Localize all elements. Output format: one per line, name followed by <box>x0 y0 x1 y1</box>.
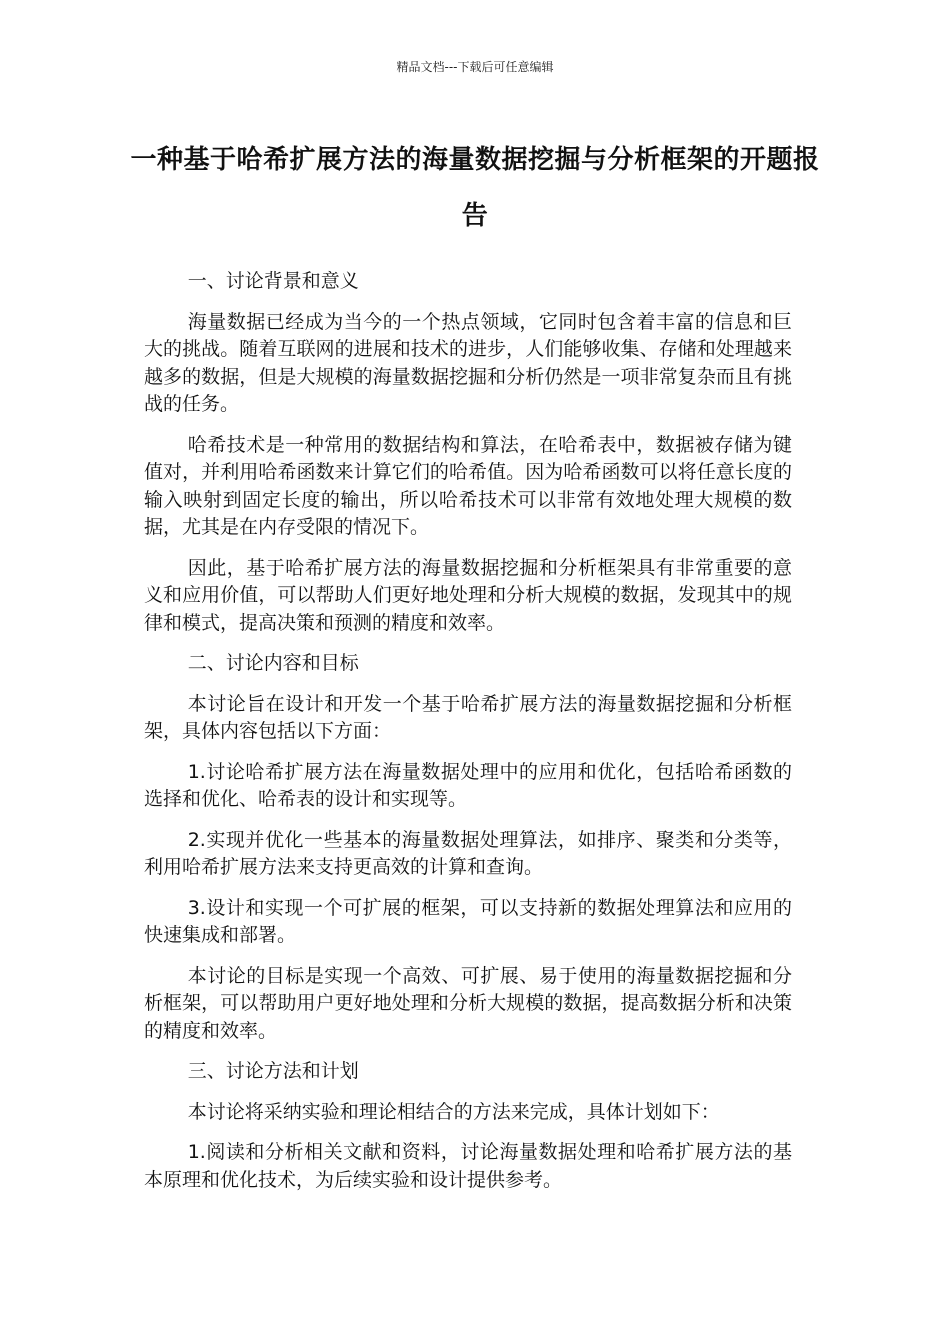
paragraph: 哈希技术是一种常用的数据结构和算法，在哈希表中，数据被存储为键值对，并利用哈希函数来计算它们的哈希值。因为哈希函数可以将任意长度的输入映射到固定长度的输出，所以哈希技术可以非常有效地处理大规模的数据，尤其是在内存受限的情况下。 <box>144 433 792 538</box>
section-heading-background: 一、讨论背景和意义 <box>187 270 359 292</box>
section-heading-methods-plan: 三、讨论方法和计划 <box>187 1060 359 1082</box>
list-item: 3.设计和实现一个可扩展的框架，可以支持新的数据处理算法和应用的快速集成和部署。 <box>144 896 792 946</box>
section-heading-content-goals: 二、讨论内容和目标 <box>187 652 359 674</box>
document-body <box>144 268 792 1207</box>
paragraph: 本讨论旨在设计和开发一个基于哈希扩展方法的海量数据挖掘和分析框架，具体内容包括以下方面： <box>144 692 792 742</box>
list-item: 2.实现并优化一些基本的海量数据处理算法，如排序、聚类和分类等，利用哈希扩展方法来支持更高效的计算和查询。 <box>144 828 792 878</box>
list-item: 1.阅读和分析相关文献和资料，讨论海量数据处理和哈希扩展方法的基本原理和优化技术，为后续实验和设计提供参考。 <box>144 1141 792 1191</box>
paragraph: 因此，基于哈希扩展方法的海量数据挖掘和分析框架具有非常重要的意义和应用价值，可以帮助人们更好地处理和分析大规模的数据，发现其中的规律和模式，提高决策和预测的精度和效率。 <box>144 556 792 634</box>
document-title: 一种基于哈希扩展方法的海量数据挖掘与分析框架的开题报告 <box>130 145 820 231</box>
paragraph: 本讨论将采纳实验和理论相结合的方法来完成，具体计划如下： <box>187 1100 720 1123</box>
list-item: 1.讨论哈希扩展方法在海量数据处理中的应用和优化，包括哈希函数的选择和优化、哈希表的设计和实现等。 <box>144 760 792 810</box>
paragraph: 海量数据已经成为当今的一个热点领域，它同时包含着丰富的信息和巨大的挑战。随着互联网的进展和技术的进步，人们能够收集、存储和处理越来越多的数据，但是大规模的海量数据挖掘和分析仍然是一项非常复杂而且有挑战的任务。 <box>144 310 792 415</box>
header-note: 精品文档---下载后可任意编辑 <box>396 60 554 74</box>
paragraph: 本讨论的目标是实现一个高效、可扩展、易于使用的海量数据挖掘和分析框架，可以帮助用户更好地处理和分析大规模的数据，提高数据分析和决策的精度和效率。 <box>144 964 792 1042</box>
